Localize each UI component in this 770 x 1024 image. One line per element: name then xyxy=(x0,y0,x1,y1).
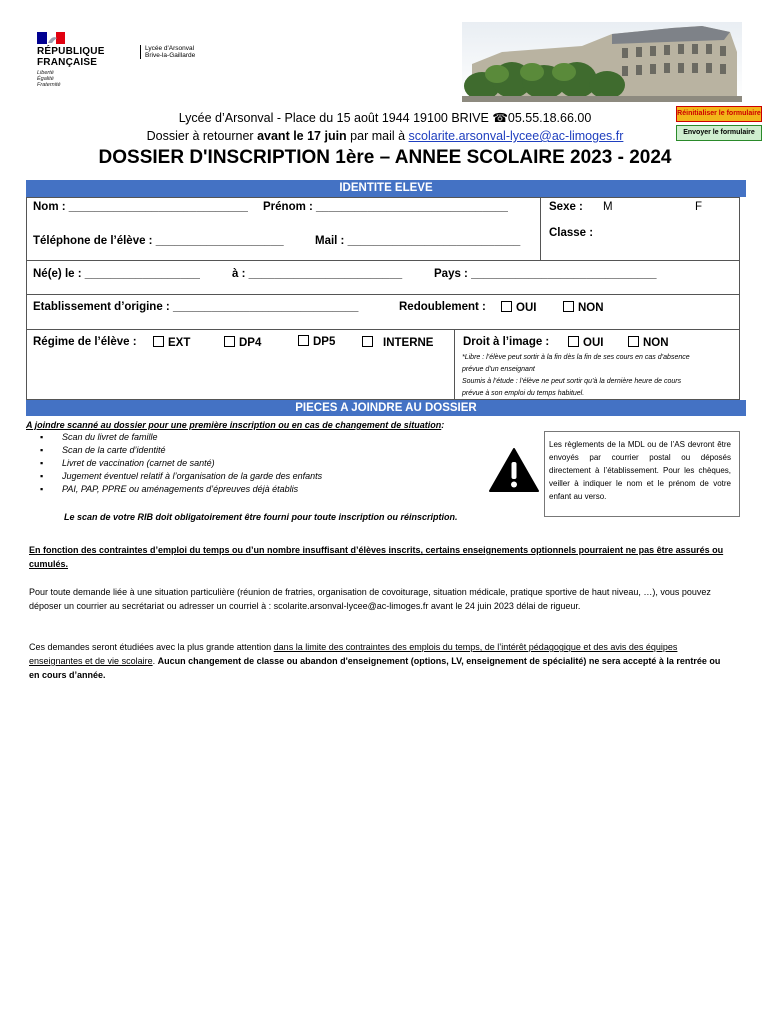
list-item: ▪ PAI, PAP, PPRE ou aménagements d’épreuves déjà établis xyxy=(40,483,322,496)
return-instructions xyxy=(0,129,770,143)
motto-liberte: Liberté xyxy=(37,70,54,76)
checkbox-icon xyxy=(628,336,639,347)
lycee-city: Brive-la-Gaillarde xyxy=(145,52,196,59)
lycee-name: Lycée d'Arsonval xyxy=(145,45,195,52)
mail-field[interactable]: Mail : ___________________________ xyxy=(315,235,521,247)
sexe-f-option[interactable]: F xyxy=(695,201,703,213)
logo-line-2: FRANÇAISE xyxy=(37,57,98,68)
regime-dp5-checkbox[interactable] xyxy=(298,335,335,348)
regime-notes xyxy=(462,352,690,400)
reset-form-button[interactable]: Réinitialiser le formulaire xyxy=(676,106,762,122)
regime-dp4-checkbox[interactable] xyxy=(224,336,261,349)
options-notice: En fonction des contraintes d’emploi du temps ou d’un nombre insuffisant d’élèves inscrits, certains enseignements optionnels pourraient ne pas être assurés ou cumulés. xyxy=(29,545,724,569)
redoublement-oui-checkbox[interactable] xyxy=(501,301,536,314)
interne-label: INTERNE xyxy=(383,337,434,349)
checkbox-icon xyxy=(362,336,373,347)
list-item: ▪ Scan du livret de famille xyxy=(40,431,322,444)
telephone-field[interactable]: Téléphone de l’élève : ____________________ xyxy=(33,235,284,247)
lycee-logo-label xyxy=(140,45,195,59)
regime-interne-checkbox[interactable] xyxy=(362,336,433,349)
rib-notice: Le scan de votre RIB doit obligatoirement être fourni pour toute inscription ou réinscription. xyxy=(64,512,458,522)
pieces-intro-text: A joindre scanné au dossier pour une première inscription ou en cas de changement de situation xyxy=(26,420,442,430)
redoublement-non-checkbox[interactable] xyxy=(563,301,604,314)
email-link[interactable]: scolarite.arsonval-lycee@ac-limoges.fr xyxy=(408,129,624,143)
policy-no-change: Aucun changement de classe ou abandon d'enseignement (options, LV, enseignement de spécialité) ne sera accepté à la rentrée ou en cours d’année. xyxy=(29,656,721,680)
note-libre-cont: prévue d’un enseignant xyxy=(462,366,535,373)
oui-label: OUI xyxy=(516,302,537,314)
lycee-building-photo xyxy=(462,22,742,102)
dp5-label: DP5 xyxy=(313,336,336,348)
list-item: ▪ Scan de la carte d’identité xyxy=(40,444,322,457)
checkbox-icon xyxy=(224,336,235,347)
pieces-heading: PIECES A JOINDRE AU DOSSIER xyxy=(26,400,746,416)
checkbox-icon xyxy=(563,301,574,312)
droit-image-oui-checkbox[interactable] xyxy=(568,336,603,349)
return-deadline: avant le 17 juin xyxy=(257,129,347,143)
requests-policy-paragraph xyxy=(29,640,729,682)
ext-label: EXT xyxy=(168,337,191,349)
regime-ext-checkbox[interactable] xyxy=(153,336,190,349)
dp4-label: DP4 xyxy=(239,337,262,349)
pays-field[interactable]: Pays : _____________________________ xyxy=(434,268,657,280)
return-prefix: Dossier à retourner xyxy=(146,129,258,143)
classe-field[interactable]: Classe : xyxy=(549,227,594,239)
droit-image-non-checkbox[interactable] xyxy=(628,336,669,349)
droit-image-label: Droit à l’image : xyxy=(463,336,550,348)
pieces-intro xyxy=(26,420,444,430)
policy-sep: . xyxy=(152,656,158,666)
note-etude: Soumis à l’étude : l’élève ne peut sortir qu’à la dernière heure de cours xyxy=(462,378,682,385)
republique-motto xyxy=(37,70,61,88)
checkbox-icon xyxy=(153,336,164,347)
etablissement-origine-field[interactable]: Etablissement d’origine : _____________________________ xyxy=(33,301,359,313)
prenom-field[interactable]: Prénom : ______________________________ xyxy=(263,201,508,213)
date-naissance-field[interactable]: Né(e) le : __________________ xyxy=(33,268,200,280)
list-item: ▪ Livret de vaccination (carnet de santé) xyxy=(40,457,322,470)
note-etude-cont: prévue à son emploi du temps habituel. xyxy=(462,390,585,397)
identite-eleve-heading: IDENTITE ELEVE xyxy=(26,180,746,197)
motto-egalite: Égalité xyxy=(37,76,54,82)
checkbox-icon xyxy=(568,336,579,347)
mdl-notice: Les règlements de la MDL ou de l’AS devront être envoyés par courrier postal ou déposés directement à l’établissement. Pour les chèques, veiller à indiquer le nom et le prénom de votre enfant au verso. xyxy=(544,431,740,517)
list-item: ▪ Jugement éventuel relatif à l’organisation de la garde des enfants xyxy=(40,470,322,483)
logo-line-1: RÉPUBLIQUE xyxy=(37,46,105,57)
sexe-m-option[interactable]: M xyxy=(603,201,613,213)
lieu-naissance-field[interactable]: à : ________________________ xyxy=(232,268,403,280)
warning-icon xyxy=(488,447,540,493)
checkbox-icon xyxy=(298,335,309,346)
regime-label: Régime de l’élève : xyxy=(33,336,137,348)
page-title: DOSSIER D'INSCRIPTION 1ère – ANNEE SCOLAIRE 2023 - 2024 xyxy=(98,147,672,168)
school-address: Lycée d’Arsonval - Place du 15 août 1944 19100 BRIVE ☎05.55.18.66.00 xyxy=(178,111,592,125)
nom-field[interactable]: Nom : ____________________________ xyxy=(33,201,248,213)
send-form-button[interactable]: Envoyer le formulaire xyxy=(676,125,762,141)
non-label: NON xyxy=(578,302,604,314)
republique-francaise-logo-icon xyxy=(37,32,65,44)
oui-label: OUI xyxy=(583,337,604,349)
special-request-paragraph: Pour toute demande liée à une situation particulière (réunion de fratries, organisation de covoiturage, situation médicale, pratique sportive de haut niveau, …), vous pouvez déposer un courrier au secrétariat ou adresser un courriel à : scolarite.arsonval-lycee@ac-limoges.fr avant le 24 juin 2023 délai de rigueur. xyxy=(29,587,711,611)
sexe-label: Sexe : xyxy=(549,201,583,213)
policy-limits: dans la limite des contraintes des emplois du temps, de l’intérêt pédagogique et des avis des équipes enseignantes et de vie scolaire xyxy=(29,642,678,666)
return-mid: par mail à xyxy=(346,129,409,143)
pieces-intro-colon: : xyxy=(441,420,445,430)
pieces-list xyxy=(40,431,322,496)
republique-francaise-label xyxy=(37,46,105,68)
motto-fraternite: Fraternité xyxy=(37,82,61,88)
policy-intro: Ces demandes seront étudiées avec la plus grande attention xyxy=(29,642,274,652)
non-label: NON xyxy=(643,337,669,349)
checkbox-icon xyxy=(501,301,512,312)
note-libre: *Libre : l’élève peut sortir à la fin dès la fin de ses cours en cas d’absence xyxy=(462,354,690,361)
redoublement-label: Redoublement : xyxy=(399,301,486,313)
